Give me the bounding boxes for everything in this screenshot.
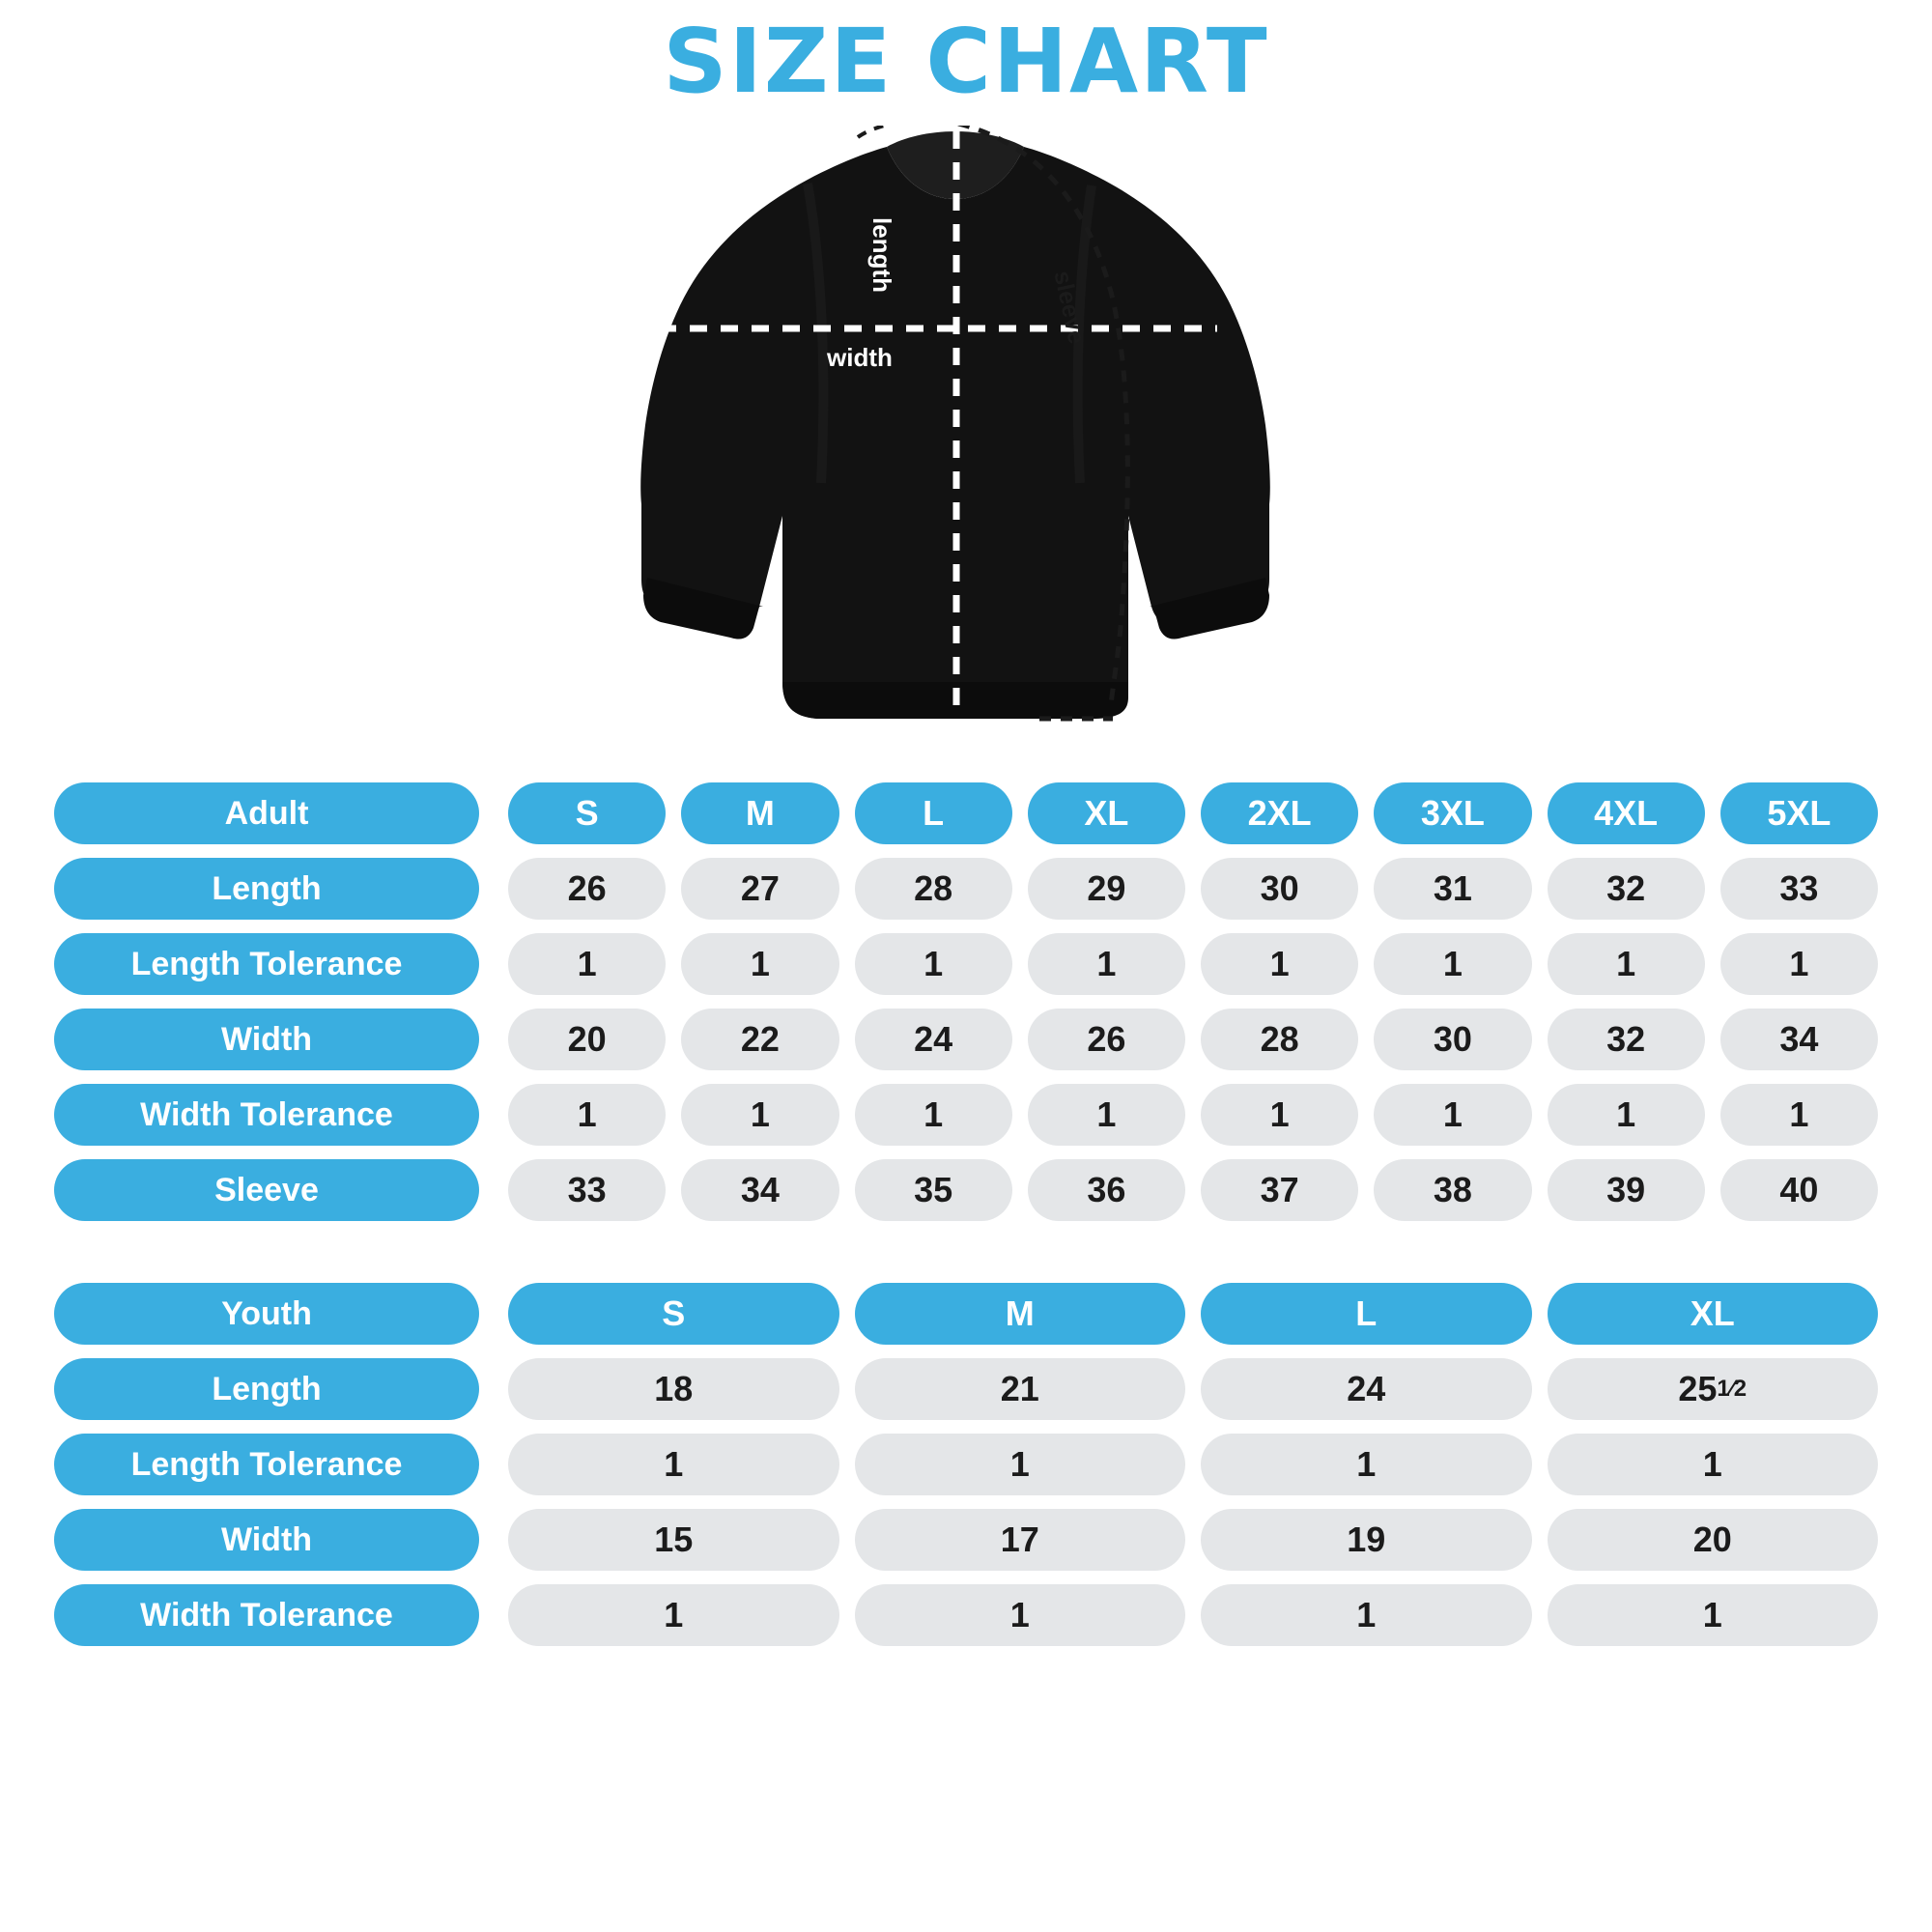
adult-length-tol-s: 1 <box>508 933 666 995</box>
adult-width-m: 22 <box>681 1009 838 1070</box>
adult-length-xl: 29 <box>1028 858 1185 920</box>
youth-length-s: 18 <box>508 1358 839 1420</box>
youth-header-label: Youth <box>54 1283 479 1345</box>
adult-width-tol-s: 1 <box>508 1084 666 1146</box>
adult-width-tol-xl: 1 <box>1028 1084 1185 1146</box>
sleeve-label: sleeve <box>1048 268 1091 347</box>
table-row <box>54 858 1878 920</box>
adult-width-tol-5xl: 1 <box>1720 1084 1878 1146</box>
youth-length-tol-l: 1 <box>1201 1434 1532 1495</box>
adult-size-table <box>0 782 1932 1221</box>
table-divider-space <box>0 1235 1932 1283</box>
adult-length-tol-m: 1 <box>681 933 838 995</box>
adult-width-tol-l: 1 <box>855 1084 1012 1146</box>
youth-row-label-width-tolerance: Width Tolerance <box>54 1584 479 1646</box>
adult-width-tol-3xl: 1 <box>1374 1084 1531 1146</box>
sweatshirt-graphic <box>638 126 1294 763</box>
youth-col-s: S <box>508 1283 839 1345</box>
youth-length-xl: 25 1⁄2 <box>1548 1358 1879 1420</box>
adult-length-m: 27 <box>681 858 838 920</box>
adult-length-tol-xl: 1 <box>1028 933 1185 995</box>
table-row <box>54 1009 1878 1070</box>
table-row <box>54 1084 1878 1146</box>
adult-length-tol-l: 1 <box>855 933 1012 995</box>
table-row <box>54 1434 1878 1495</box>
adult-length-tol-2xl: 1 <box>1201 933 1358 995</box>
adult-width-4xl: 32 <box>1548 1009 1705 1070</box>
adult-col-s: S <box>508 782 666 844</box>
adult-width-tol-4xl: 1 <box>1548 1084 1705 1146</box>
adult-header-label: Adult <box>54 782 479 844</box>
adult-width-5xl: 34 <box>1720 1009 1878 1070</box>
youth-width-xl: 20 <box>1548 1509 1879 1571</box>
adult-row-label-width-tolerance: Width Tolerance <box>54 1084 479 1146</box>
adult-length-l: 28 <box>855 858 1012 920</box>
adult-sleeve-2xl: 37 <box>1201 1159 1358 1221</box>
adult-width-tol-2xl: 1 <box>1201 1084 1358 1146</box>
adult-sleeve-4xl: 39 <box>1548 1159 1705 1221</box>
youth-width-tol-xl: 1 <box>1548 1584 1879 1646</box>
adult-sleeve-5xl: 40 <box>1720 1159 1878 1221</box>
adult-width-tol-m: 1 <box>681 1084 838 1146</box>
adult-col-xl: XL <box>1028 782 1185 844</box>
youth-width-s: 15 <box>508 1509 839 1571</box>
youth-col-l: L <box>1201 1283 1532 1345</box>
youth-size-table <box>0 1283 1932 1646</box>
adult-sleeve-s: 33 <box>508 1159 666 1221</box>
youth-width-l: 19 <box>1201 1509 1532 1571</box>
adult-length-tol-5xl: 1 <box>1720 933 1878 995</box>
youth-width-m: 17 <box>855 1509 1186 1571</box>
adult-col-2xl: 2XL <box>1201 782 1358 844</box>
adult-width-s: 20 <box>508 1009 666 1070</box>
adult-length-4xl: 32 <box>1548 858 1705 920</box>
adult-col-5xl: 5XL <box>1720 782 1878 844</box>
youth-col-m: M <box>855 1283 1186 1345</box>
youth-row-label-length-tolerance: Length Tolerance <box>54 1434 479 1495</box>
youth-length-m: 21 <box>855 1358 1186 1420</box>
length-label: length <box>867 217 896 293</box>
adult-width-2xl: 28 <box>1201 1009 1358 1070</box>
adult-width-3xl: 30 <box>1374 1009 1531 1070</box>
adult-header-row <box>54 782 1878 844</box>
width-label: width <box>827 343 893 372</box>
adult-length-2xl: 30 <box>1201 858 1358 920</box>
adult-sleeve-m: 34 <box>681 1159 838 1221</box>
table-row <box>54 1159 1878 1221</box>
adult-length-tol-4xl: 1 <box>1548 933 1705 995</box>
sweatshirt-svg <box>638 126 1294 763</box>
youth-width-tol-l: 1 <box>1201 1584 1532 1646</box>
adult-col-3xl: 3XL <box>1374 782 1531 844</box>
adult-length-tol-3xl: 1 <box>1374 933 1531 995</box>
adult-row-label-width: Width <box>54 1009 479 1070</box>
adult-width-l: 24 <box>855 1009 1012 1070</box>
youth-width-tol-s: 1 <box>508 1584 839 1646</box>
youth-length-tol-xl: 1 <box>1548 1434 1879 1495</box>
table-row <box>54 1509 1878 1571</box>
table-row <box>54 933 1878 995</box>
adult-row-label-length: Length <box>54 858 479 920</box>
table-row <box>54 1584 1878 1646</box>
adult-col-m: M <box>681 782 838 844</box>
youth-length-tol-m: 1 <box>855 1434 1186 1495</box>
adult-sleeve-3xl: 38 <box>1374 1159 1531 1221</box>
adult-length-3xl: 31 <box>1374 858 1531 920</box>
youth-length-l: 24 <box>1201 1358 1532 1420</box>
adult-col-l: L <box>855 782 1012 844</box>
youth-length-tol-s: 1 <box>508 1434 839 1495</box>
youth-header-row <box>54 1283 1878 1345</box>
adult-length-5xl: 33 <box>1720 858 1878 920</box>
youth-row-label-width: Width <box>54 1509 479 1571</box>
adult-col-4xl: 4XL <box>1548 782 1705 844</box>
adult-row-label-length-tolerance: Length Tolerance <box>54 933 479 995</box>
adult-width-xl: 26 <box>1028 1009 1185 1070</box>
youth-col-xl: XL <box>1548 1283 1879 1345</box>
adult-sleeve-l: 35 <box>855 1159 1012 1221</box>
table-row <box>54 1358 1878 1420</box>
youth-row-label-length: Length <box>54 1358 479 1420</box>
adult-length-s: 26 <box>508 858 666 920</box>
adult-row-label-sleeve: Sleeve <box>54 1159 479 1221</box>
youth-width-tol-m: 1 <box>855 1584 1186 1646</box>
adult-sleeve-xl: 36 <box>1028 1159 1185 1221</box>
page-title: SIZE CHART <box>663 10 1269 113</box>
garment-illustration <box>0 106 1932 782</box>
